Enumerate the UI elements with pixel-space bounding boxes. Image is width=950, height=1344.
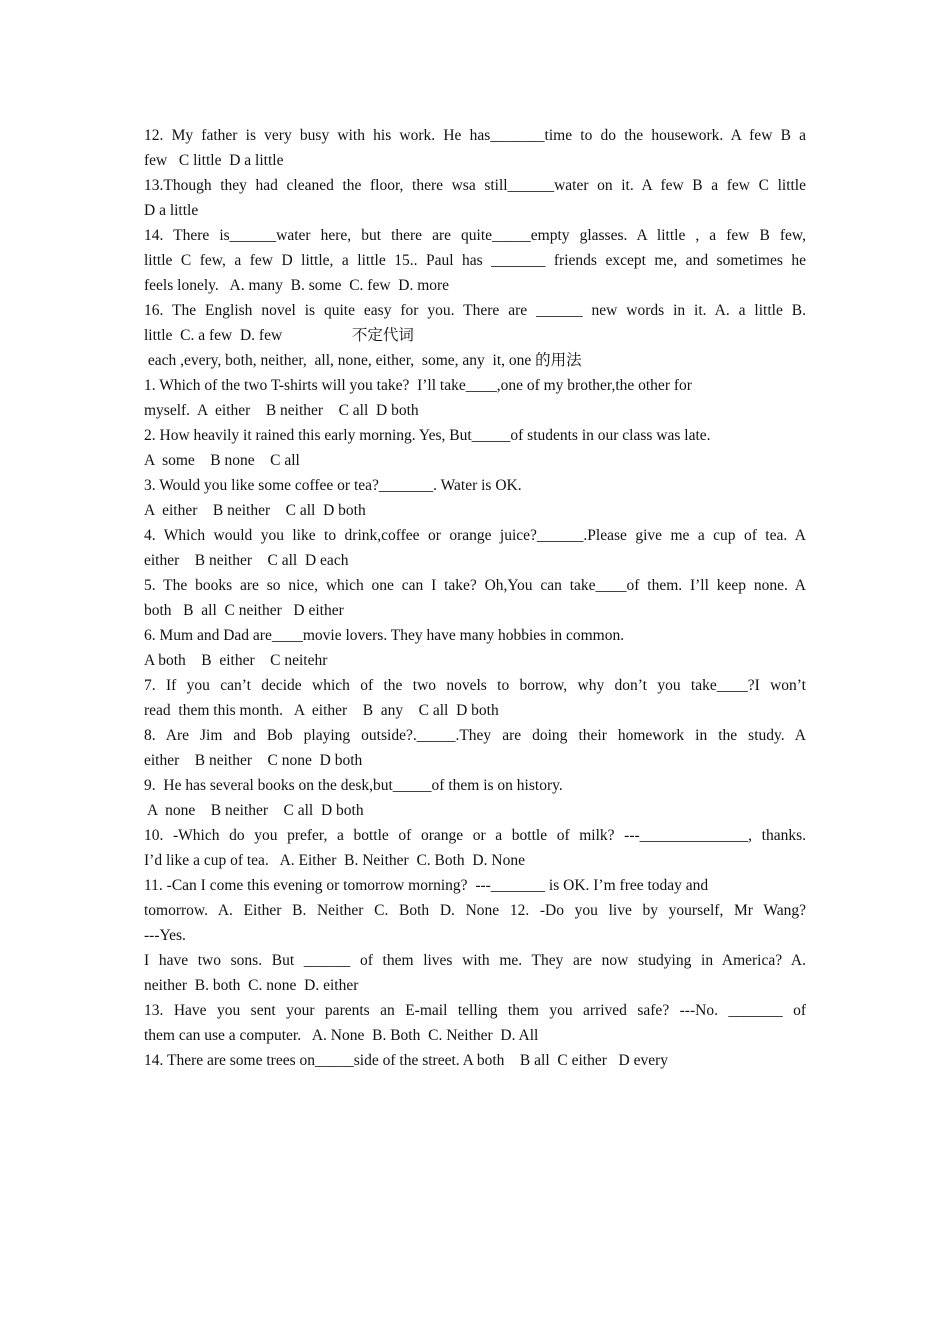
text-line: neither B. both C. none D. either [144,977,359,994]
text-line: 11. -Can I come this evening or tomorrow morning? ---_______ is OK. I’m free today and [144,877,709,894]
text-line: I’d like a cup of tea. A. Either B. Neither C. Both D. None [144,852,525,869]
text-line: 13.Though they had cleaned the floor, there wsa still______water on it. A few B a few C little [144,177,806,194]
document-page [144,123,806,1073]
text-line: each ,every, both, neither, all, none, either, some, any it, one 的用法 [144,352,582,369]
text-line: either B neither C none D both [144,752,363,769]
text-line: 2. How heavily it rained this early morning. Yes, But_____of students in our class was late. [144,427,711,444]
text-line: 10. -Which do you prefer, a bottle of orange or a bottle of milk? ---______________, thanks. [144,827,806,844]
text-line: 1. Which of the two T-shirts will you take? I’ll take____,one of my brother,the other for [144,377,692,394]
text-line: D a little [144,202,199,219]
text-line: I have two sons. But ______ of them lives with me. They are now studying in America? A. [144,952,806,969]
text-line: either B neither C all D each [144,552,349,569]
text-line: 8. Are Jim and Bob playing outside?._____.They are doing their homework in the study. A [144,727,806,744]
text-line: A none B neither C all D both [144,802,364,819]
text-line: 5. The books are so nice, which one can I take? Oh,You can take____of them. I’ll keep none. A [144,577,806,594]
text-line: little C few, a few D little, a little 15.. Paul has _______ friends except me, and sometimes he [144,252,806,269]
text-line: both B all C neither D either [144,602,344,619]
text-line: 9. He has several books on the desk,but_____of them is on history. [144,777,563,794]
text-line: 13. Have you sent your parents an E-mail telling them you arrived safe? ---No. _______ of [144,1002,806,1019]
text-line: 6. Mum and Dad are____movie lovers. They have many hobbies in common. [144,627,625,644]
text-line: A some B none C all [144,452,300,469]
text-line: 14. There are some trees on_____side of the street. A both B all C either D every [144,1052,668,1069]
text-line: 14. There is______water here, but there are quite_____empty glasses. A little , a few B few, [144,227,806,244]
text-line: tomorrow. A. Either B. Neither C. Both D. None 12. -Do you live by yourself, Mr Wang? [144,902,806,919]
text-line: read them this month. A either B any C all D both [144,702,499,719]
text-line: few C little D a little [144,152,284,169]
text-line: myself. A either B neither C all D both [144,402,419,419]
text-line: them can use a computer. A. None B. Both C. Neither D. All [144,1027,539,1044]
text-line: 4. Which would you like to drink,coffee or orange juice?______.Please give me a cup of tea. A [144,527,806,544]
text-line: 7. If you can’t decide which of the two novels to borrow, why don’t you take____?I won’t [144,677,806,694]
text-line: 16. The English novel is quite easy for you. There are ______ new words in it. A. a little B. [144,302,806,319]
text-line: feels lonely. A. many B. some C. few D. more [144,277,450,294]
text-line: 3. Would you like some coffee or tea?_______. Water is OK. [144,477,522,494]
text-line: A both B either C neitehr [144,652,328,669]
text-line: little C. a few D. few 不定代词 [144,327,414,344]
text-line: ---Yes. [144,927,186,944]
text-line: A either B neither C all D both [144,502,366,519]
text-line: 12. My father is very busy with his work. He has_______time to do the housework. A few B a [144,127,806,144]
